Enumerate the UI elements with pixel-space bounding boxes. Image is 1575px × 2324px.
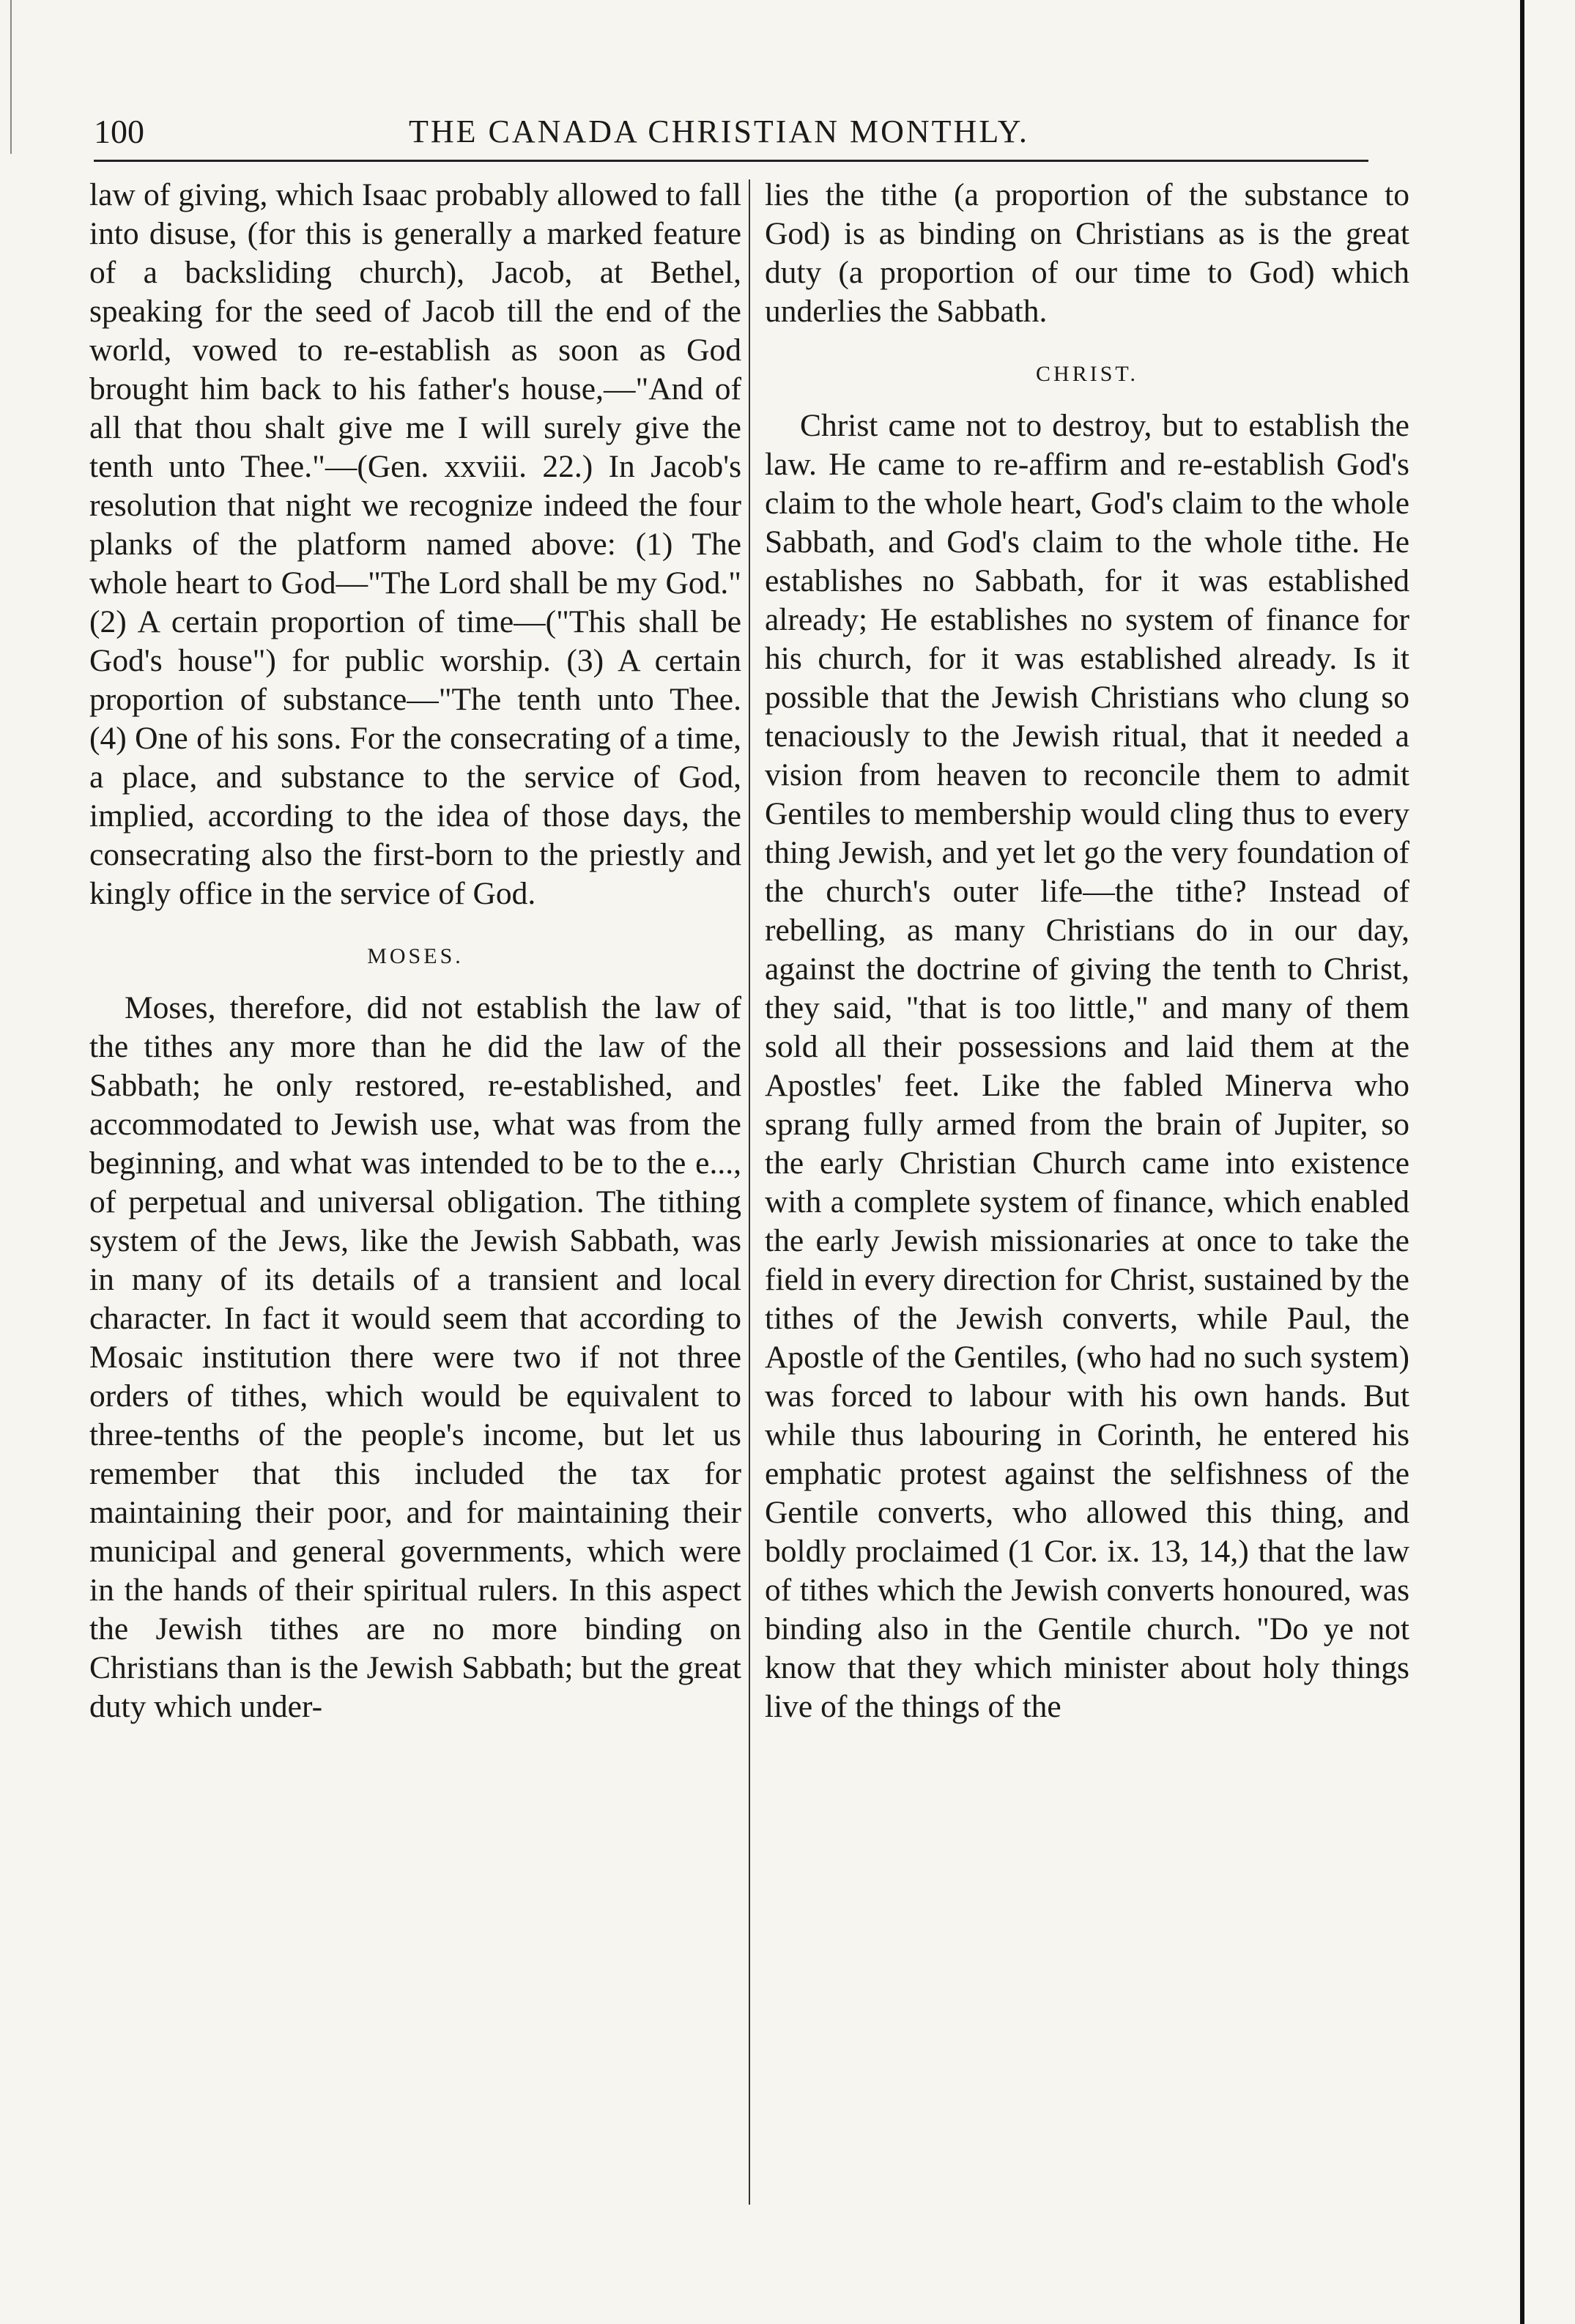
right-column (765, 176, 1409, 1726)
left-paragraph-1: law of giving, which Isaac probably allowed to fall into disuse, (for this is generally a marked feature of a backsliding church), Jacob, at Bethel, speaking for the seed of Jacob till the end of the world, vowed to re-establish as soon as God brought him back to his father's house,—"And of all that thou shalt give me I will surely give the tenth unto Thee."—(Gen. xxviii. 22.) In Jacob's resolution that night we recognize indeed the four planks of the platform named above: (1) The whole heart to God—"The Lord shall be my God." (2) A certain proportion of time—("This shall be God's house") for public worship. (3) A certain proportion of substance—"The tenth unto Thee. (4) One of his sons. For the consecrating of a time, a place, and substance to the service of God, implied, according to the idea of those days, the consecrating also the first-born to the priestly and kingly office in the service of God. (89, 177, 741, 911)
right-paragraph-1: lies the tithe (a proportion of the substance to God) is as binding on Christians as is the great duty (a proportion of our time to God) which underlies the Sabbath. (765, 177, 1409, 329)
section-heading-christ: CHRIST. (1036, 362, 1138, 386)
section-heading-moses: MOSES. (367, 944, 464, 968)
right-paragraph-2: Christ came not to destroy, but to establish the law. He came to re-affirm and re-establish God's claim to the whole heart, God's claim to the whole Sabbath, and God's claim to the whole tithe. He establishes no Sabbath, for it was established already; He establishes no system of finance for his church, for it was established already. Is it possible that the Jewish Christians who clung so tenaciously to the Jewish ritual, that it needed a vision from heaven to reconcile them to admit Gentiles to membership would cling thus to every thing Jewish, and yet let go the very foundation of the church's outer life—the tithe? Instead of rebelling, as many Christians do in our day, against the doctrine of giving the tenth to Christ, they said, "that is too little," and many of them sold all their possessions and laid them at the Apostles' feet. Like the fabled Minerva who sprang fully armed from the brain of Jupiter, so the early Christian Church came into existence with a complete system of finance, which enabled the early Jewish missionaries at once to take the field in every direction for Christ, sustained by the tithes of the Jewish converts, while Paul, the Apostle of the Gentiles, (who had no such system) was forced to labour with his own hands. But while thus labouring in Corinth, he entered his emphatic protest against the selfishness of the Gentile converts, who allowed this thing, and boldly proclaimed (1 Cor. ix. 13, 14,) that the law of tithes which the Jewish converts honoured, was binding also in the Gentile church. "Do ye not know that they which minister about holy things live of the things of the (765, 408, 1409, 1724)
left-column (89, 176, 741, 1726)
column-divider (749, 179, 750, 2205)
page-edge-border (1520, 0, 1524, 2324)
page-number: 100 (94, 113, 144, 150)
running-title: THE CANADA CHRISTIAN MONTHLY. (409, 114, 1029, 149)
left-paragraph-2: Moses, therefore, did not establish the law of the tithes any more than he did the law of the Sabbath; he only restored, re-established, and accommodated to Jewish use, what was from the beginning, and what was intended to be to the e..., of perpetual and universal obligation. The tithing system of the Jews, like the Jewish Sabbath, was in many of its details of a transient and local character. In fact it would seem that according to Mosaic institution there were two if not three orders of tithes, which would be equivalent to three-tenths of the people's income, but let us remember that this included the tax for maintaining their poor, and for maintaining their municipal and general governments, which were in the hands of their spiritual rulers. In this aspect the Jewish tithes are no more binding on Christians than is the Jewish Sabbath; but the great duty which under- (89, 990, 741, 1724)
page-header (94, 110, 1368, 154)
header-rule (94, 160, 1368, 162)
scan-edge-line (10, 0, 12, 154)
